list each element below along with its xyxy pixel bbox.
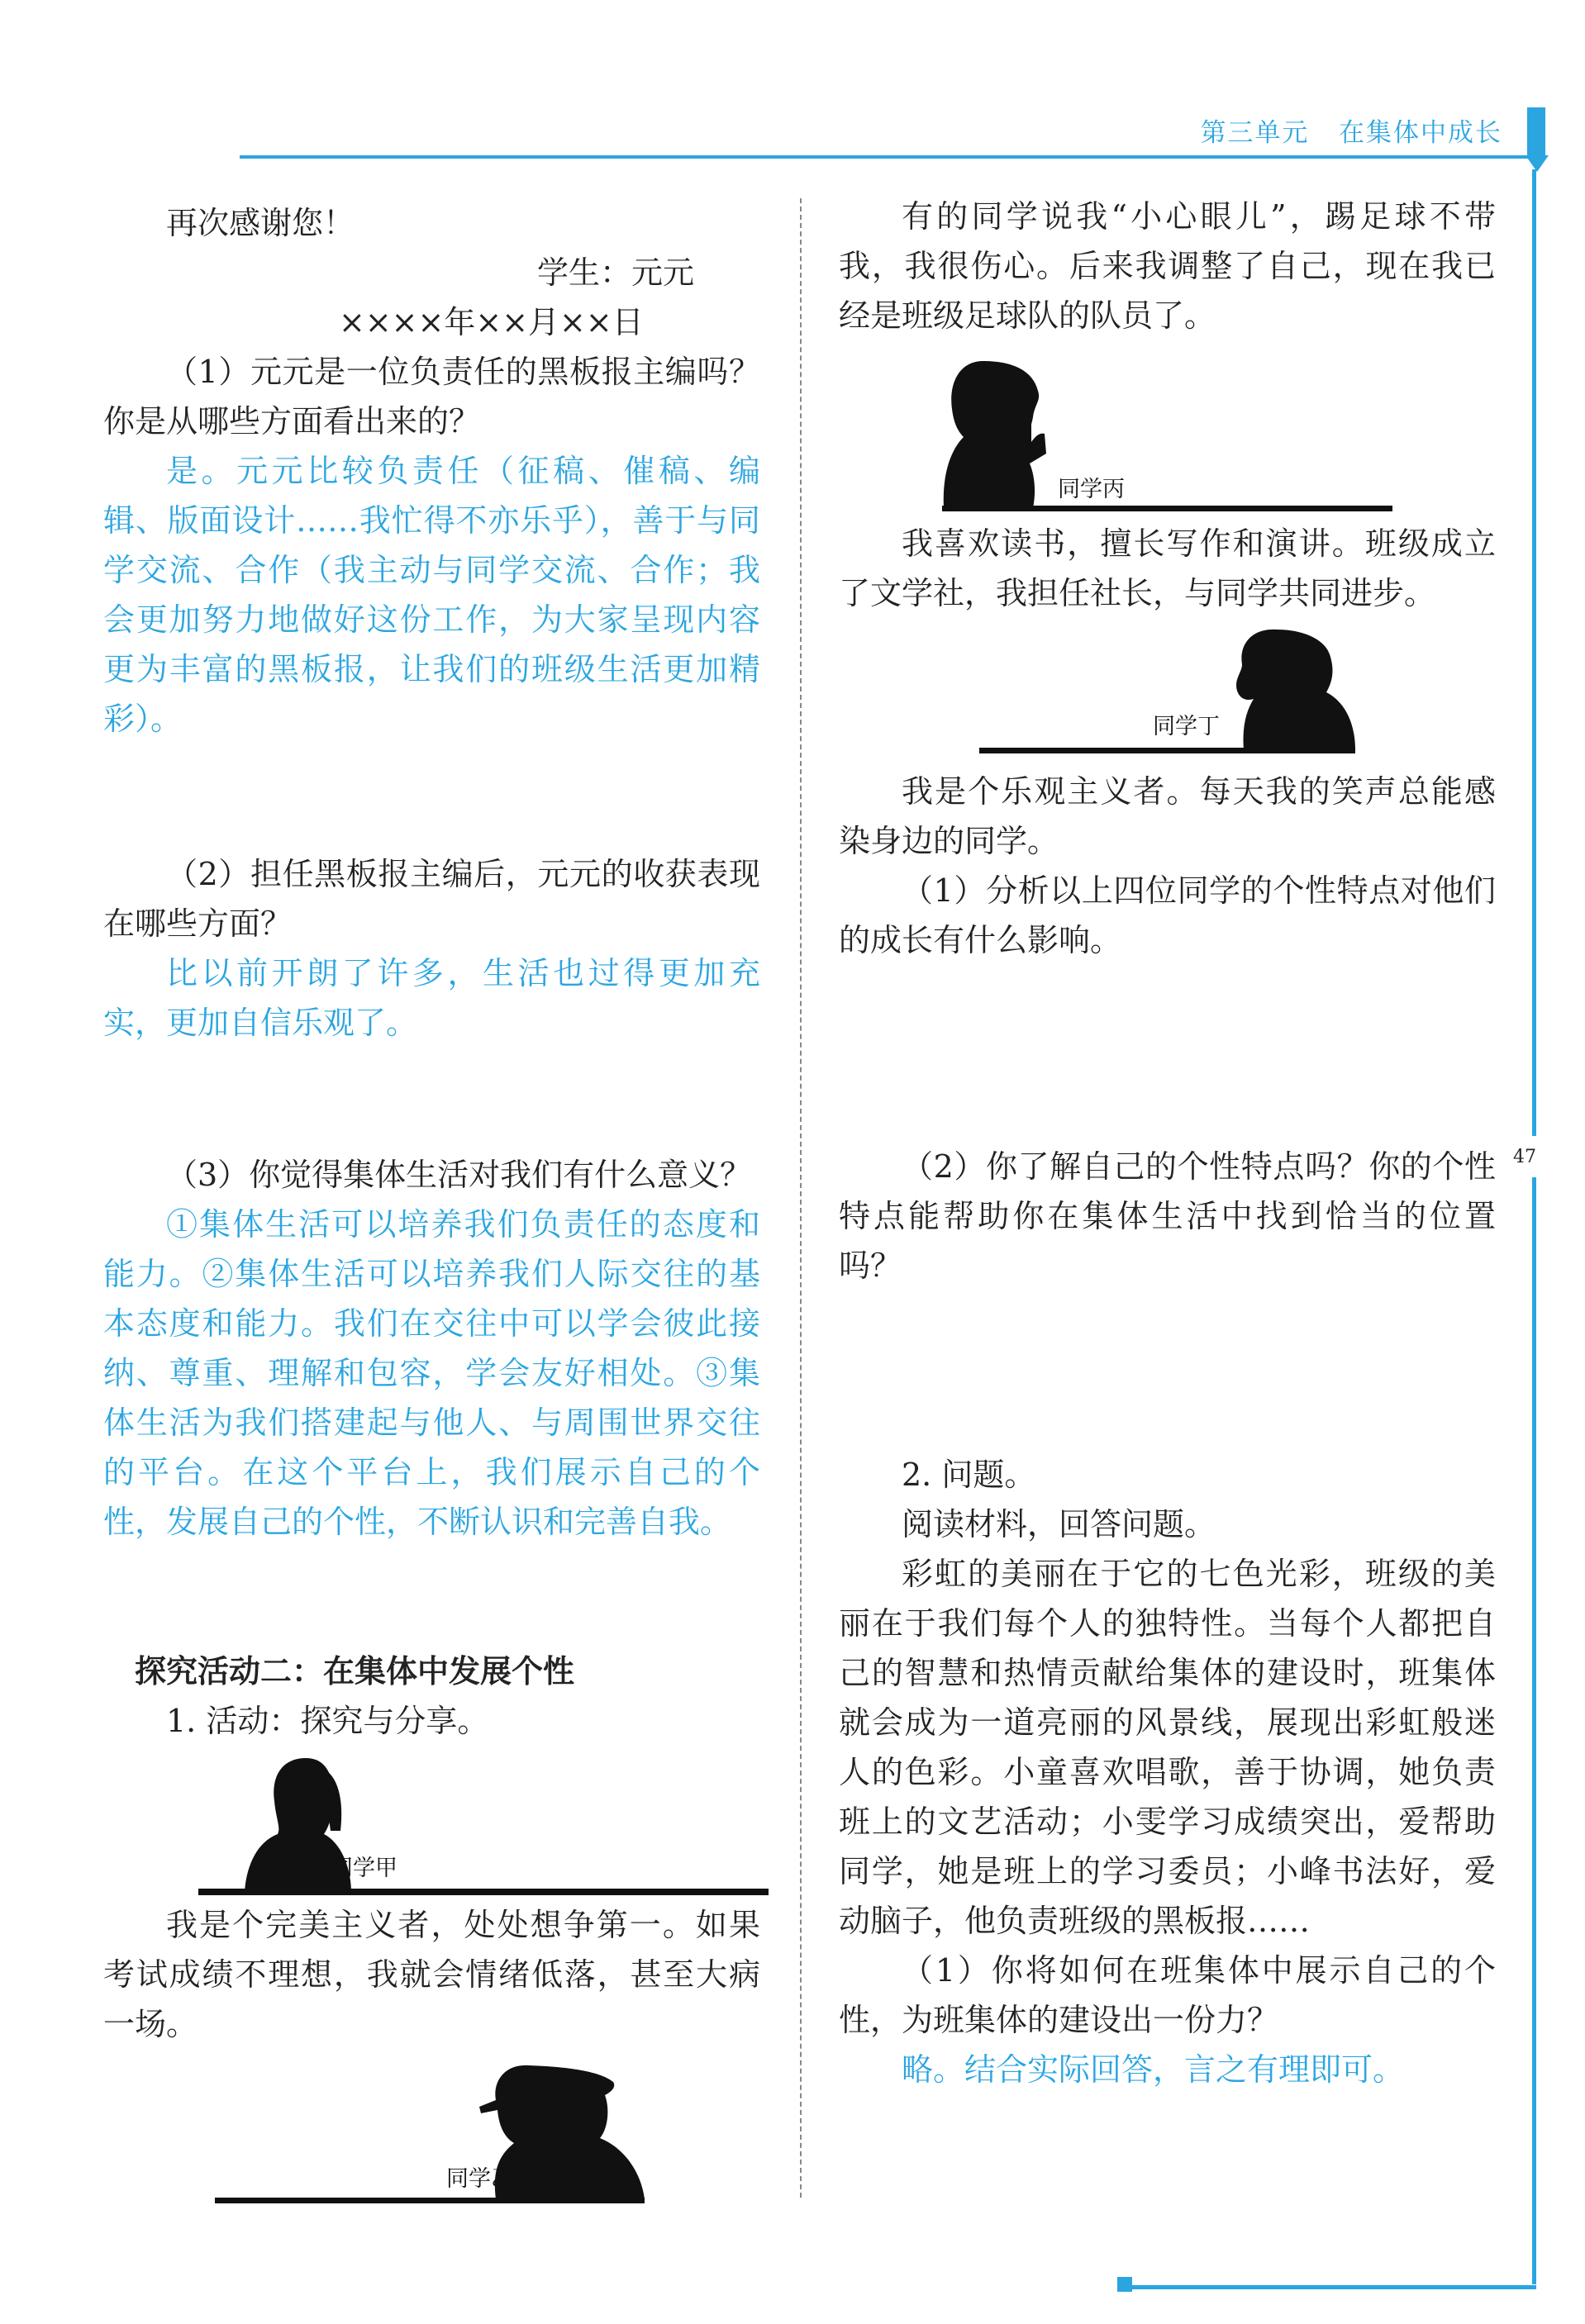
unit-title: 在集体中成长 (1339, 118, 1502, 148)
column-divider (800, 198, 802, 2198)
student-a-figure (198, 1751, 769, 1900)
student-d-figure (979, 621, 1359, 753)
header-arrow-icon (1526, 155, 1549, 172)
header-rule (240, 155, 1529, 159)
student-b-text: 有的同学说我“小心眼儿”，踢足球不带我，我很伤心。后来我调整了自己，现在我已经是班级足球队的队员了。 (839, 198, 1496, 334)
student-d-ground (979, 748, 1355, 753)
student-b-ground (215, 2198, 645, 2203)
student-a-label: 同学甲 (331, 1856, 397, 1881)
side-bar (1532, 169, 1536, 2284)
student-c-text: 我喜欢读书，擅长写作和演讲。班级成立了文学社，我担任社长，与同学共同进步。 (839, 525, 1496, 611)
letter-date: ××××年××月××日 (339, 304, 644, 340)
unit-header (1200, 112, 1502, 149)
left-q2-question: （2）担任黑板报主编后，元元的收获表现在哪些方面？ (103, 856, 760, 942)
problem-title: 2. 问题。 (902, 1457, 1036, 1493)
activity-title: 探究活动二：在集体中发展个性 (135, 1653, 575, 1690)
right-q1: （1）分析以上四位同学的个性特点对他们的成长有什么影响。 (839, 872, 1496, 958)
problem-material: 彩虹的美丽在于它的七色光彩，班级的美丽在于我们每个人的独特性。当每个人都把自己的智慧和热情贡献给集体的建设时，班集体就会成为一道亮丽的风景线，展现出彩虹般迷人的色彩。小童喜欢唱歌，善于协调，她负责班上的文艺活动；小雯学习成绩突出，爱帮助同学，她是班上的学习委员；小峰书法好，爱动脑子，他负责班级的黑板报…… (839, 1556, 1496, 1939)
student-d-silhouette (1236, 630, 1355, 750)
student-d-label: 同学丁 (1153, 714, 1220, 739)
footer-square (1117, 2277, 1132, 2292)
activity-1: 1. 活动：探究与分享。 (166, 1703, 489, 1739)
header-tab (1527, 107, 1545, 157)
problem-instruction: 阅读材料，回答问题。 (902, 1506, 1216, 1542)
problem-answer: 略。结合实际回答，言之有理即可。 (902, 2051, 1405, 2088)
left-q3-question: （3）你觉得集体生活对我们有什么意义？ (166, 1157, 752, 1193)
student-a-ground (198, 1889, 769, 1895)
left-q2-answer: 比以前开朗了许多，生活也过得更加充实，更加自信乐观了。 (103, 955, 760, 1041)
letter-signature: 学生：元元 (537, 254, 695, 291)
footer-rule (1132, 2285, 1536, 2289)
student-a-text: 我是个完美主义者，处处想争第一。如果考试成绩不理想，我就会情绪低落，甚至大病一场。 (103, 1907, 760, 2042)
page-number: 47 (1513, 1147, 1536, 1167)
right-q2: （2）你了解自己的个性特点吗？你的个性特点能帮助你在集体生活中找到恰当的位置吗？ (839, 1148, 1496, 1284)
left-q3-answer: ①集体生活可以培养我们负责任的态度和能力。②集体生活可以培养我们人际交往的基本态度和能力。我们在交往中可以学会彼此接纳、尊重、理解和包容，学会友好相处。③集体生活为我们搭建起与他人、与周围世界交往的平台。在这个平台上，我们展示自己的个性，发展自己的个性，不断认识和完善自我。 (103, 1206, 760, 1540)
student-c-label: 同学丙 (1058, 477, 1125, 502)
student-c-ground (942, 506, 1392, 511)
left-q1-question: （1）元元是一位负责任的黑板报主编吗？你是从哪些方面看出来的？ (103, 354, 760, 440)
student-c-figure (934, 351, 1397, 516)
student-b-figure (215, 2049, 678, 2206)
left-q1-answer: 是。元元比较负责任（征稿、催稿、编辑、版面设计……我忙得不亦乐乎），善于与同学交流、合作（我主动与同学交流、合作；我会更加努力地做好这份工作，为大家呈现内容更为丰富的黑板报，让我们的班级生活更加精彩）。 (103, 453, 760, 737)
problem-question: （1）你将如何在班集体中展示自己的个性，为班集体的建设出一份力？ (839, 1952, 1496, 2038)
letter-thanks: 再次感谢您！ (166, 205, 355, 241)
student-d-text: 我是个乐观主义者。每天我的笑声总能感染身边的同学。 (839, 773, 1496, 859)
student-b-label: 同学乙 (446, 2166, 513, 2192)
unit-label: 第三单元 (1200, 118, 1310, 148)
